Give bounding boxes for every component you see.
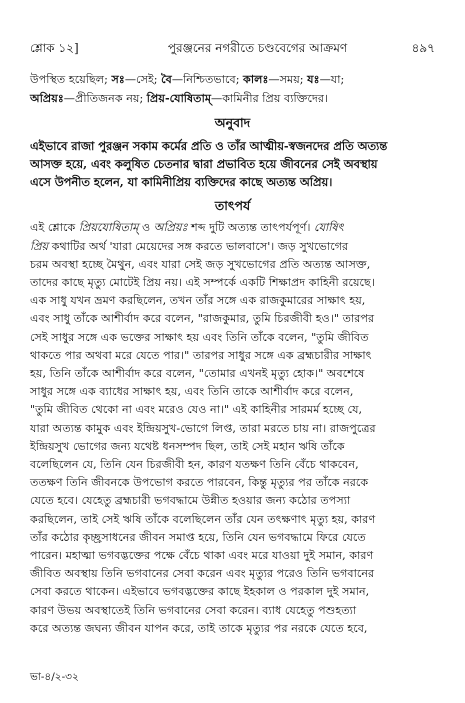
synonyms-line: অপ্রিয়ঃ—প্রীতিজনক নয়; প্রিয়-যোষিতাম্—কামিনীর প্রিয় ব্যক্তিদের। xyxy=(30,91,329,106)
purport-line: এই শ্লোকে প্রিয়যোষিতাম্ ও অপ্রিয়ঃ শব্দ দুটি অত্যন্ত তাৎপর্যপূর্ণ। যোষিৎ xyxy=(30,221,344,235)
purport-line: "তুমি জীবিত থেকো না এবং মরেও যেও না।" এই কাহিনীর সারমর্ম হচ্ছে যে, xyxy=(30,403,363,417)
purport-heading: তাৎপর্য xyxy=(214,198,251,214)
translation-line: এইভাবে রাজা পুরঞ্জন সকাম কর্মের প্রতি ও তাঁর আত্মীয়-স্বজনদের প্রতি অত্যন্ত xyxy=(30,138,388,153)
purport-line: থাকতে পার অথবা মরে যেতে পার।" তারপর সাধুর সঙ্গে এক ব্রহ্মচারীর সাক্ষাৎ xyxy=(30,348,372,362)
purport-lines xyxy=(30,256,435,638)
purport-line: তাদের কাছে মৃত্যু মোটেই প্রিয় নয়। এই সম্পর্কে একটি শিক্ষাপ্রদ কাহিনী রয়েছে। xyxy=(30,276,375,290)
purport-line: যেতে হবে। যেহেতু ব্রহ্মচারী ভগবদ্ধামে উন্নীত হওয়ার জন্য কঠোর তপস্যা xyxy=(30,494,351,508)
purport-line: কারণ উভয় অবস্থাতেই তিনি ভগবানের সেবা করেন। ব্যাধ যেহেতু পশুহত্যা xyxy=(30,603,357,617)
purport-line: ততক্ষণ তিনি জীবনকে উপভোগ করতে পারবেন, কিন্তু মৃত্যুর পর তাঁকে নরকে xyxy=(30,476,369,490)
purport-line: তাঁর কঠোর কৃচ্ছ্রসাধনের জীবন সমাপ্ত হয়ে, তিনি যেন ভগবদ্ধামে ফিরে যেতে xyxy=(30,530,366,544)
page-body xyxy=(30,70,435,638)
purport-line: চরম অবস্থা হচ্ছে মৈথুন, এবং যারা সেই জড় সুখভোগের প্রতি অত্যন্ত আসক্ত, xyxy=(30,257,371,271)
purport-line: এক সাধু যখন ভ্রমণ করছিলেন, তখন তাঁর সঙ্গে এক রাজকুমারের সাক্ষাৎ হয়, xyxy=(30,294,366,308)
verse-reference: শ্লোক ১২] xyxy=(30,41,79,55)
purport-line: করছিলেন, তাই সেই ঋষি তাঁকে বলেছিলেন তাঁর যেন তৎক্ষণাৎ মৃত্যু হয়, কারণ xyxy=(30,512,376,526)
synonyms-line: উপস্থিত হয়েছিল; সঃ—সেই; বৈ—নিশ্চিতভাবে; কালঃ—সময়; যঃ—যা; xyxy=(30,72,345,86)
translation-line: এসে উপনীত হলেন, যা কামিনীপ্রিয় ব্যক্তিদের কাছে অত্যন্ত অপ্রিয়। xyxy=(30,175,333,190)
translation-heading: অনুবাদ xyxy=(214,115,251,131)
purport-line: এবং সাধু তাঁকে আশীর্বাদ করে বলেন, "রাজকুমার, তুমি চিরজীবী হও।" তারপর xyxy=(30,312,375,326)
purport-line: যারা অত্যন্ত কামুক এবং ইন্দ্রিয়সুখ-ভোগে লিপ্ত, তারা মরতে চায় না। রাজপুত্রের xyxy=(30,421,376,435)
page-number: ৪৯৭ xyxy=(411,41,435,55)
chapter-title: পুরঞ্জনের নগরীতে চণ্ডবেগের আক্রমণ xyxy=(167,41,348,55)
purport-line: সেবা করতে থাকেন। এইভাবে ভগবদ্ভক্তের কাছে ইহকাল ও পরকাল দুই সমান, xyxy=(30,585,370,599)
purport-line: হয়, তিনি তাঁকে আশীর্বাদ করে বলেন, "তোমার এখনই মৃত্যু হোক।" অবশেষে xyxy=(30,367,365,381)
purport-line: বলেছিলেন যে, তিনি যেন চিরজীবী হন, কারণ যতক্ষণ তিনি বেঁচে থাকবেন, xyxy=(30,458,359,472)
purport-line: সেই সাধুর সঙ্গে এক ভক্তের সাক্ষাৎ হয় এবং তিনি তাঁকে বলেন, "তুমি জীবিত xyxy=(30,330,369,344)
page-header xyxy=(30,40,435,58)
purport-line: জীবিত অবস্থায় তিনি ভগবানের সেবা করেন এবং মৃত্যুর পরেও তিনি ভগবানের xyxy=(30,567,375,581)
page-footer-signature: ভা-৪/২-৩২ xyxy=(30,671,79,683)
purport-line: সাধুর সঙ্গে এক ব্যাধের সাক্ষাৎ হয়, এবং তিনি তাকে আশীর্বাদ করে বলেন, xyxy=(30,385,354,399)
purport-line: করে অত্যন্ত জঘন্য জীবন যাপন করে, তাই তাকে মৃত্যুর পর নরকে যেতে হবে, xyxy=(30,621,368,635)
purport-line: ইন্দ্রিয়সুখ ভোগের জন্য যথেষ্ট ধনসম্পদ ছিল, তাই সেই মহান ঋষি তাঁকে xyxy=(30,439,345,453)
purport-line: প্রিয় কথাটির অর্থ 'যারা মেয়েদের সঙ্গ করতে ভালবাসে'। জড় সুখভোগের xyxy=(30,239,349,253)
translation-line: আসক্ত হয়ে, এবং কলুষিত চেতনার দ্বারা প্রভাবিত হয়ে জীবনের সেই অবস্থায় xyxy=(30,156,378,171)
purport-line: পারেন। মহাত্মা ভগবদ্ভক্তের পক্ষে বেঁচে থাকা এবং মরে যাওয়া দুই সমান, কারণ xyxy=(30,549,374,563)
